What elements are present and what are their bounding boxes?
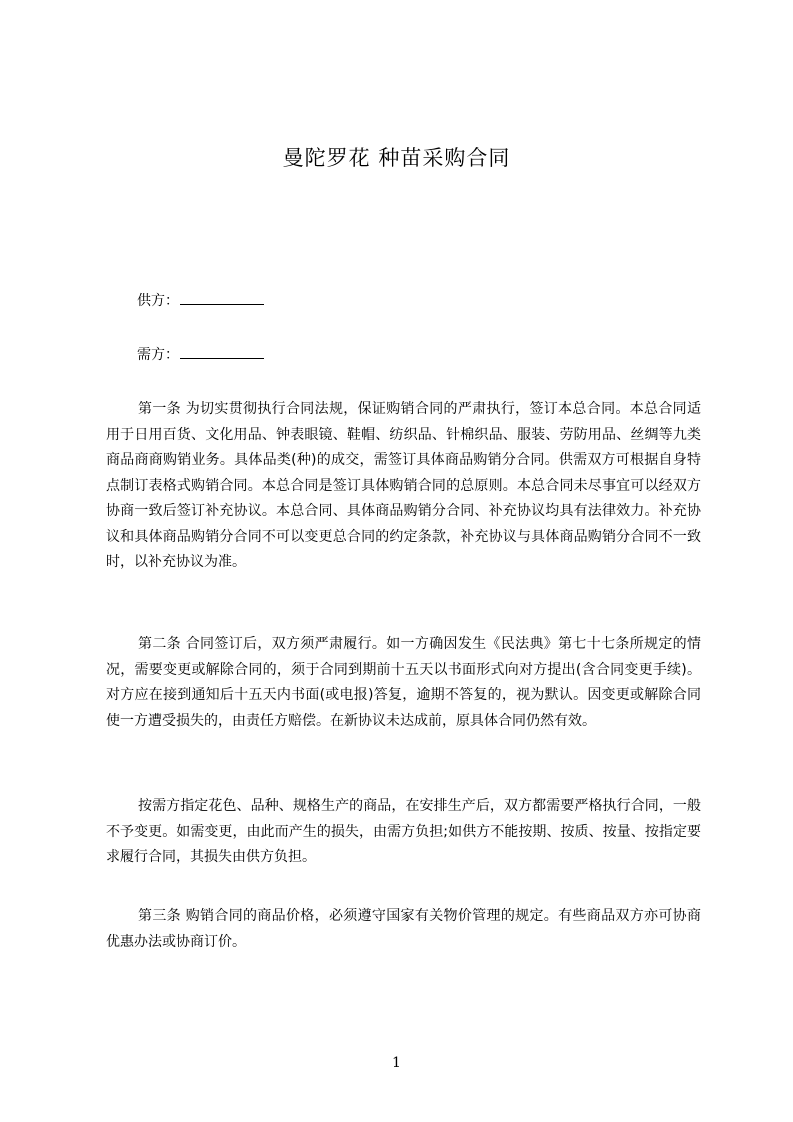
buyer-blank (180, 344, 264, 359)
buyer-line (137, 344, 264, 365)
article-2-continuation-paragraph: 按需方指定花色、品种、规格生产的商品，在安排生产后，双方都需要严格执行合同，一般不予变更。如需变更，由此而产生的损失，由需方负担;如供方不能按期、按质、按量、按指定要求履行合同，其损失由供方负担。 (106, 798, 701, 865)
article-2-paragraph: 第二条 合同签订后，双方须严肃履行。如一方确因发生《民法典》第七十七条所规定的情况，需要变更或解除合同的，须于合同到期前十五天以书面形式向对方提出(含合同变更手续)。对方应在接到通知后十五天内书面(或电报)答复，逾期不答复的，视为默认。因变更或解除合同使一方遭受损失的，由责任方赔偿。在新协议未达成前，原具体合同仍然有效。 (106, 636, 701, 729)
buyer-label: 需方： (137, 347, 179, 363)
document-title: 曼陀罗花 种苗采购合同 (282, 146, 511, 170)
supplier-line (137, 290, 264, 311)
page-number: 1 (392, 1055, 401, 1071)
supplier-label: 供方： (137, 293, 179, 309)
supplier-blank (180, 290, 264, 305)
article-3-paragraph: 第三条 购销合同的商品价格，必须遵守国家有关物价管理的规定。有些商品双方亦可协商优惠办法或协商订价。 (106, 908, 701, 950)
article-1-paragraph: 第一条 为切实贯彻执行合同法规，保证购销合同的严肃执行，签订本总合同。本总合同适用于日用百货、文化用品、钟表眼镜、鞋帽、纺织品、针棉织品、服装、劳防用品、丝绸等九类商品商商购销业务。具体品类(种)的成交，需签订具体商品购销分合同。供需双方可根据自身特点制订表格式购销合同。本总合同是签订具体购销合同的总原则。本总合同未尽事宜可以经双方协商一致后签订补充协议。本总合同、具体商品购销分合同、补充协议均具有法律效力。补充协议和具体商品购销分合同不可以变更总合同的约定条款，补充协议与具体商品购销分合同不一致时，以补充协议为准。 (106, 401, 701, 570)
